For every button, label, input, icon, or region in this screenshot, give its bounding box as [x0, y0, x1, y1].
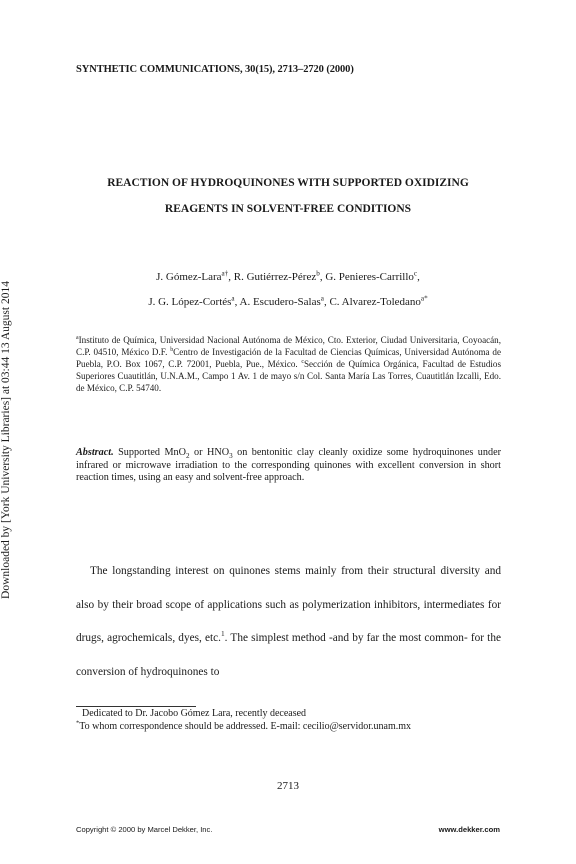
author-name: A. Escudero-Salas: [239, 296, 321, 308]
subscript: 3: [229, 452, 233, 461]
abstract-text: or HNO: [189, 447, 230, 458]
affiliation-b: Centro de Investigación de la Facultad de Ciencias Químicas, Universidad Autónoma de Puebla, P.O. Box 1067, C.P. 72001, Puebla, Pue., México.: [76, 346, 502, 369]
publisher-website: www.dekker.com: [438, 825, 500, 834]
title-line-2: REAGENTS IN SOLVENT-FREE CONDITIONS: [164, 203, 412, 215]
affiliation-a: Instituto de Química, Universidad Nacional Autónoma de México, Cto. Exterior, Ciudad Universitaria, Coyoacán, C.P. 04510, México D.F.: [76, 335, 501, 357]
page-number: 2713: [277, 780, 299, 792]
body-paragraph: [76, 555, 501, 690]
body-text-run: The longstanding interest on quinones stems mainly from their structural diversity and also by their broad scope of applications such as polymerization inhibitors, intermediates for drugs, agrochemicals, dyes, etc.: [76, 565, 501, 645]
download-note: Downloaded by [York University Libraries] at 03:44 13 August 2014: [0, 281, 12, 599]
footnote-correspondence-text: To whom correspondence should be addressed. E-mail: cecilio@servidor.unam.mx: [79, 720, 412, 732]
authors-line-2: [60, 290, 516, 315]
author-separator: ,: [228, 271, 234, 283]
affiliation-c: Sección de Química Orgánica, Facultad de Estudios Superiores Cuautitlán, U.N.A.M., Campo 1 Av. 1 de mayo s/n Col. Santa María Las Torres, Cuautitlán Izcalli, Edo. de México, C.P. 54740.: [76, 358, 501, 393]
abstract-text: on bentonitic clay cleanly oxidize some hydroquinones under infrared or microwave irradiation to the corresponding quinones with excellent conversion in short reaction times, using an easy and solvent-free approach.: [76, 447, 501, 484]
affil-mark-c: c: [301, 358, 304, 365]
author-separator: ,: [323, 296, 330, 308]
author-affil-mark: c: [413, 269, 418, 278]
footnote-correspondence: [76, 721, 506, 734]
author-affil-mark: a†: [221, 269, 229, 278]
copyright-notice: Copyright © 2000 by Marcel Dekker, Inc.: [76, 825, 213, 834]
author-separator: ,: [417, 271, 420, 283]
author-name: G. Penieres-Carrillo: [325, 271, 414, 283]
author-separator: ,: [319, 271, 326, 283]
affil-mark-b: b: [170, 346, 174, 353]
body-text-run: . The simplest method -and by far the most common- for the conversion of hydroquinones to: [76, 632, 501, 679]
author-separator: ,: [234, 296, 240, 308]
title-line-1: REACTION OF HYDROQUINONES WITH SUPPORTED OXIDIZING: [107, 177, 469, 189]
journal-header: SYNTHETIC COMMUNICATIONS, 30(15), 2713–2720 (2000): [76, 64, 354, 75]
affil-mark-a: a: [76, 334, 79, 341]
abstract-label: Abstract.: [76, 447, 114, 458]
author-affil-mark: a: [231, 294, 235, 303]
abstract: [76, 447, 501, 485]
author-name: J. Gómez-Lara: [156, 271, 222, 283]
affiliations: [76, 335, 501, 395]
reference-mark: 1: [220, 629, 225, 639]
author-affil-mark: a: [320, 294, 324, 303]
article-title: [60, 170, 516, 222]
author-name: R. Gutiérrez-Pérez: [233, 271, 317, 283]
abstract-text: Supported MnO: [113, 447, 186, 458]
footnote-dedication: Dedicated to Dr. Jacobo Gómez Lara, recently deceased: [82, 708, 307, 719]
authors-line-1: [60, 265, 516, 290]
author-list: [60, 265, 516, 315]
author-affil-mark: a*: [420, 294, 428, 303]
footnote-rule: [76, 706, 196, 707]
footnote-mark: *: [76, 719, 80, 727]
body-text: [76, 555, 501, 690]
author-name: J. G. López-Cortés: [148, 296, 232, 308]
author-affil-mark: b: [316, 269, 320, 278]
author-name: C. Alvarez-Toledano: [329, 296, 421, 308]
subscript: 2: [186, 452, 190, 461]
footnotes: [76, 708, 506, 733]
